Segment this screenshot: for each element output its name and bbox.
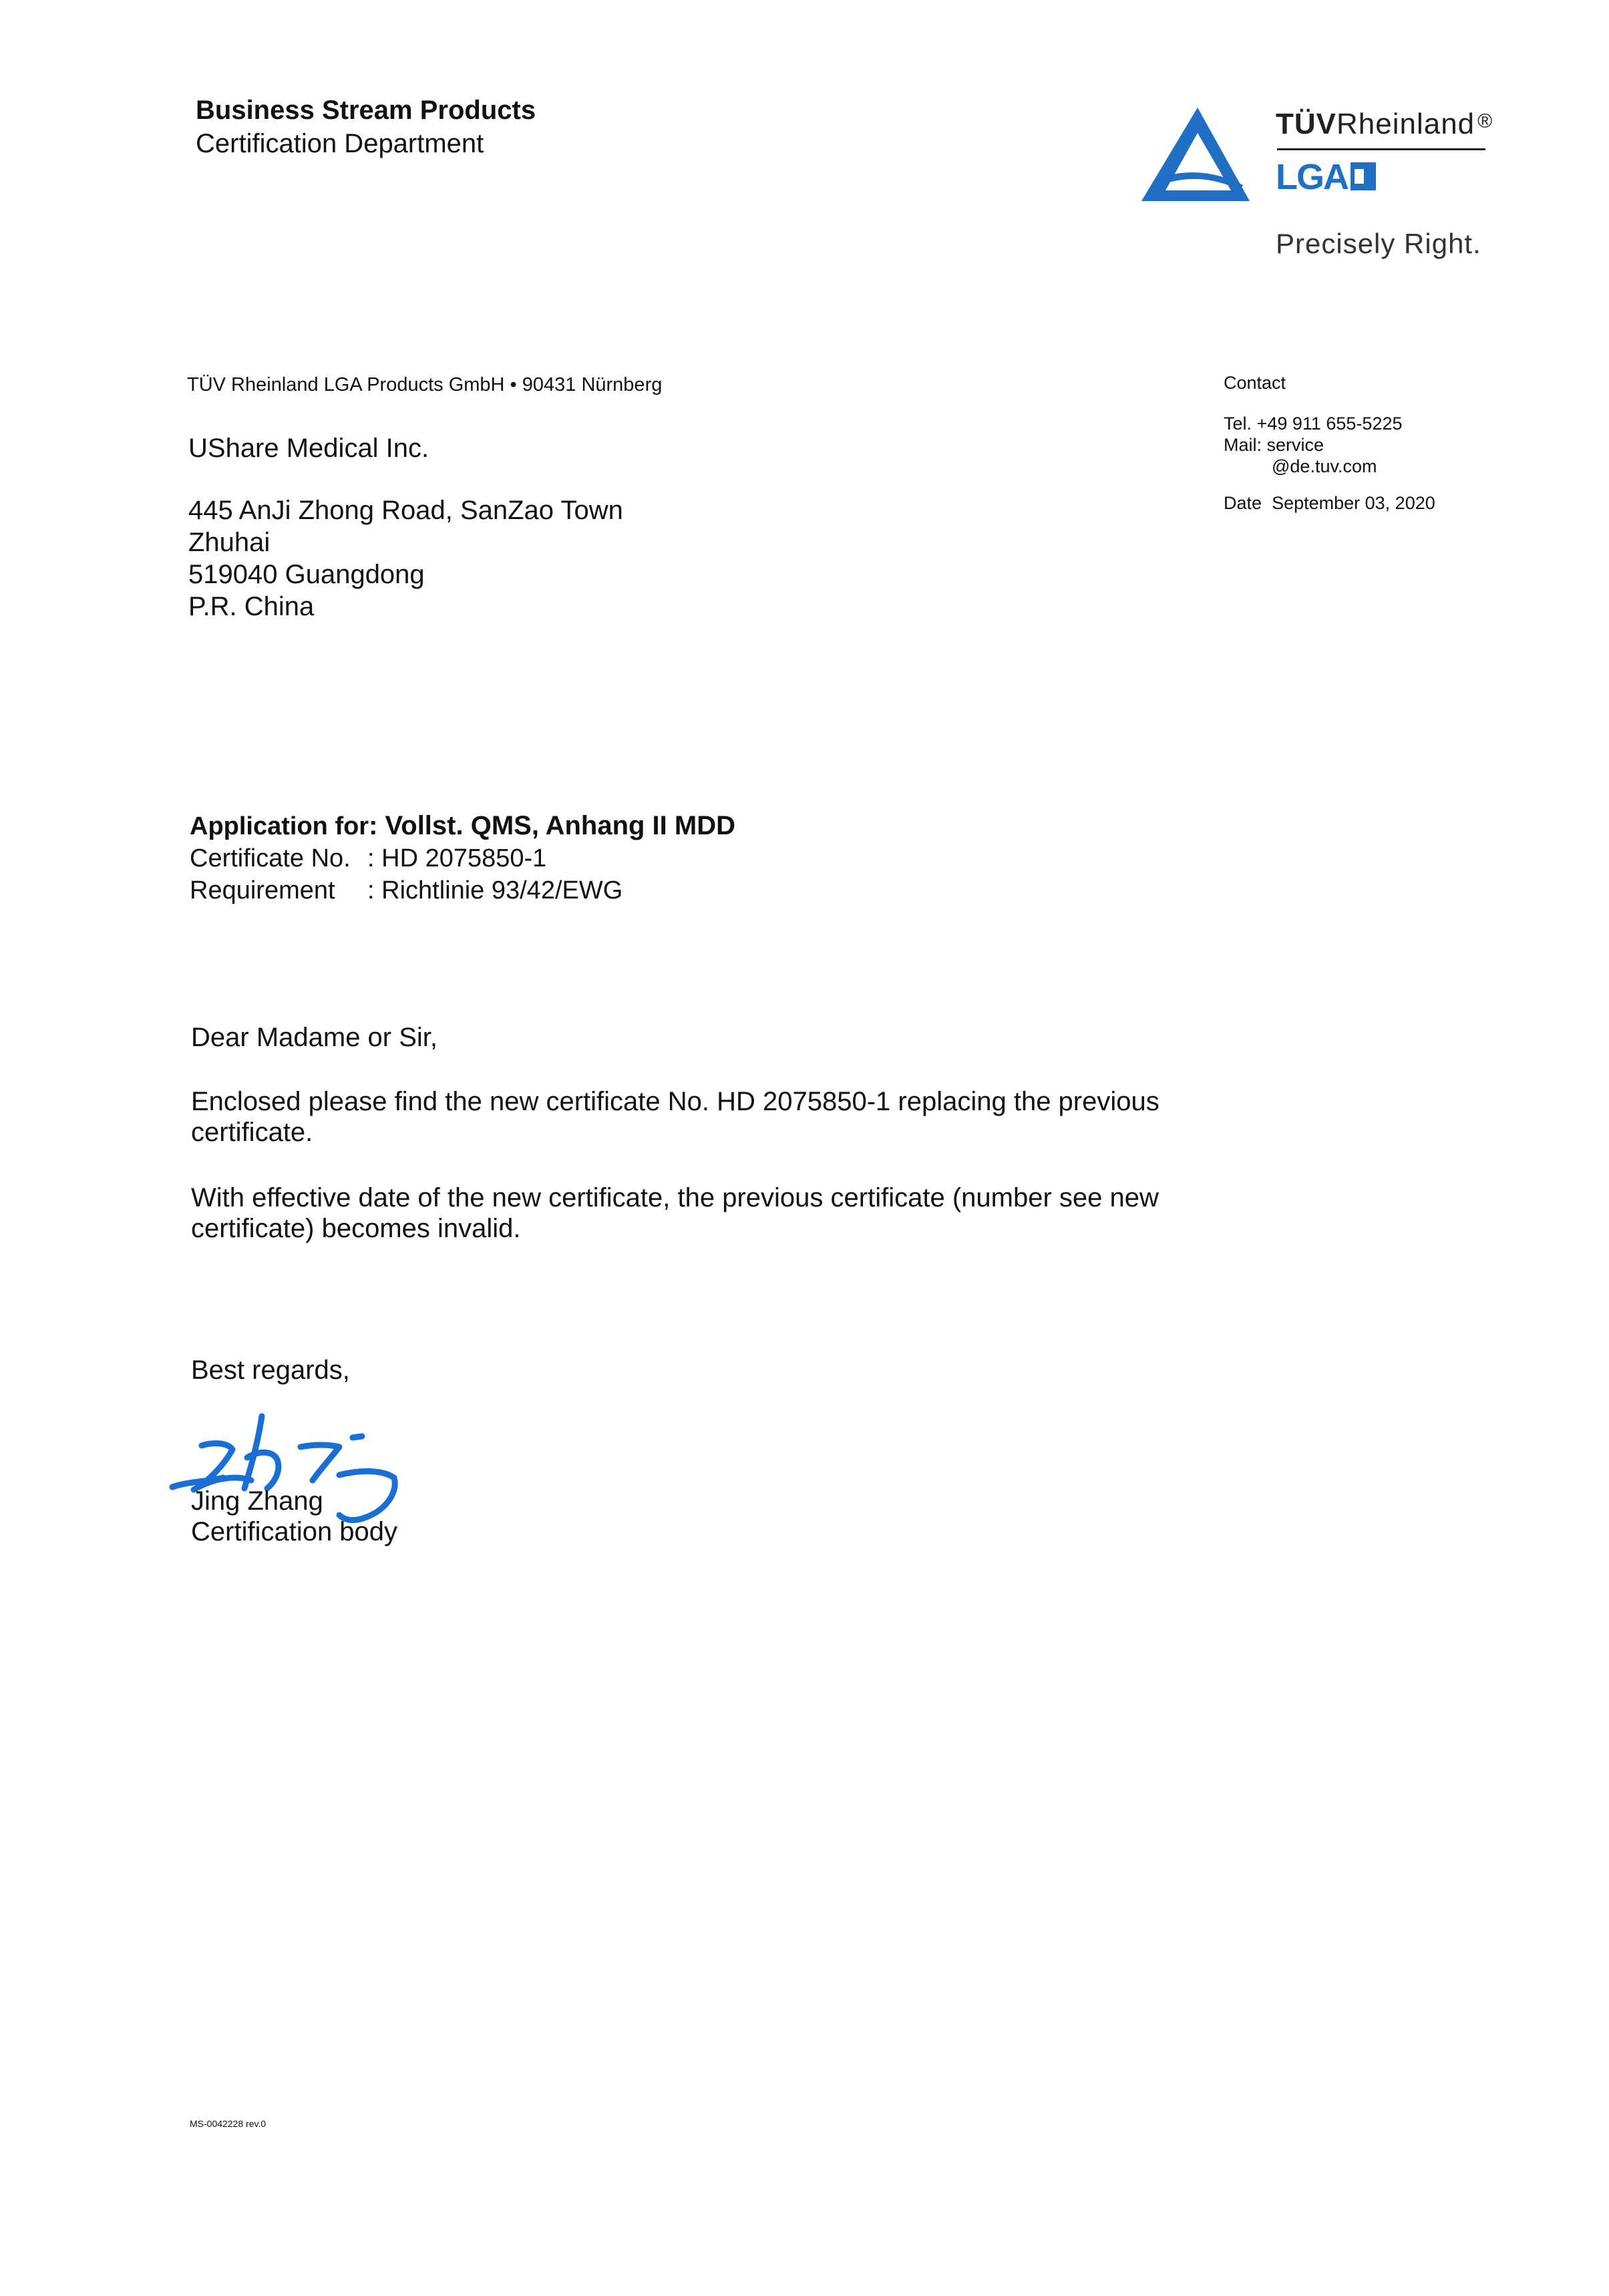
brand-name-rest: Rheinland <box>1336 108 1475 140</box>
department-subtitle: Certification Department <box>196 129 484 158</box>
contact-mail <box>1224 434 1403 456</box>
paragraph-1: Enclosed please find the new certificate No. HD 2075850-1 replacing the previous certificate. <box>191 1087 1159 1147</box>
requirement-label: Requirement <box>190 876 335 905</box>
form-id: MS-0042228 rev.0 <box>190 2118 266 2129</box>
application-label: Application for <box>190 812 369 840</box>
contact-label: Contact <box>1224 373 1286 393</box>
signer-role: Certification body <box>191 1517 398 1546</box>
requirement-text: Richtlinie 93/42/EWG <box>381 876 623 905</box>
date-label: Date <box>1224 493 1262 513</box>
brand-name-bold: TÜV <box>1276 108 1336 140</box>
signer-name: Jing Zhang <box>191 1486 323 1516</box>
date-line <box>1224 492 1435 514</box>
brand-sub <box>1276 155 1376 199</box>
application-block <box>190 810 735 907</box>
certificate-label: Certificate No. <box>190 844 351 872</box>
mail-label: Mail: <box>1224 435 1262 455</box>
application-value: Vollst. QMS, Anhang II MDD <box>385 811 735 840</box>
closing: Best regards, <box>191 1355 350 1385</box>
recipient-company: UShare Medical Inc. <box>188 434 429 463</box>
paragraph-2: With effective date of the new certificate, the previous certificate (number see new certificate) becomes invalid. <box>191 1183 1159 1243</box>
mail-value-1: service <box>1266 435 1324 455</box>
certificate-number: HD 2075850-1 <box>381 844 547 872</box>
recipient-address <box>188 494 623 623</box>
brand-slogan: Precisely Right. <box>1276 228 1481 259</box>
tel-value: +49 911 655-5225 <box>1256 414 1403 434</box>
tel-label: Tel. <box>1224 414 1252 434</box>
sender-line: TÜV Rheinland LGA Products GmbH • 90431 Nürnberg <box>187 374 663 395</box>
brand-divider <box>1277 148 1485 150</box>
address-line: Zhuhai <box>188 528 271 557</box>
mail-value-2: @de.tuv.com <box>1272 456 1377 476</box>
letter-body <box>191 1022 1260 1244</box>
salutation: Dear Madame or Sir, <box>191 1023 438 1052</box>
certificate-row <box>190 842 735 874</box>
brand-sub-text: LGA <box>1276 157 1348 197</box>
address-line: 445 AnJi Zhong Road, SanZao Town <box>188 496 623 525</box>
department-title: Business Stream Products <box>196 96 536 125</box>
contact-block <box>1224 413 1403 477</box>
lga-mark-icon <box>1351 162 1376 190</box>
application-row <box>190 810 735 842</box>
tuv-triangle-logo-icon <box>1139 104 1252 204</box>
address-line: 519040 Guangdong <box>188 560 425 589</box>
address-line: P.R. China <box>188 592 315 621</box>
requirement-row <box>190 874 735 907</box>
application-colon: : <box>369 811 385 840</box>
brand-name <box>1276 106 1493 143</box>
registered-mark: ® <box>1477 110 1493 132</box>
date-value: September 03, 2020 <box>1272 493 1435 513</box>
contact-tel <box>1224 413 1403 434</box>
certificate-value: : HD 2075850-1 <box>367 844 547 872</box>
requirement-value: : Richtlinie 93/42/EWG <box>367 876 623 905</box>
